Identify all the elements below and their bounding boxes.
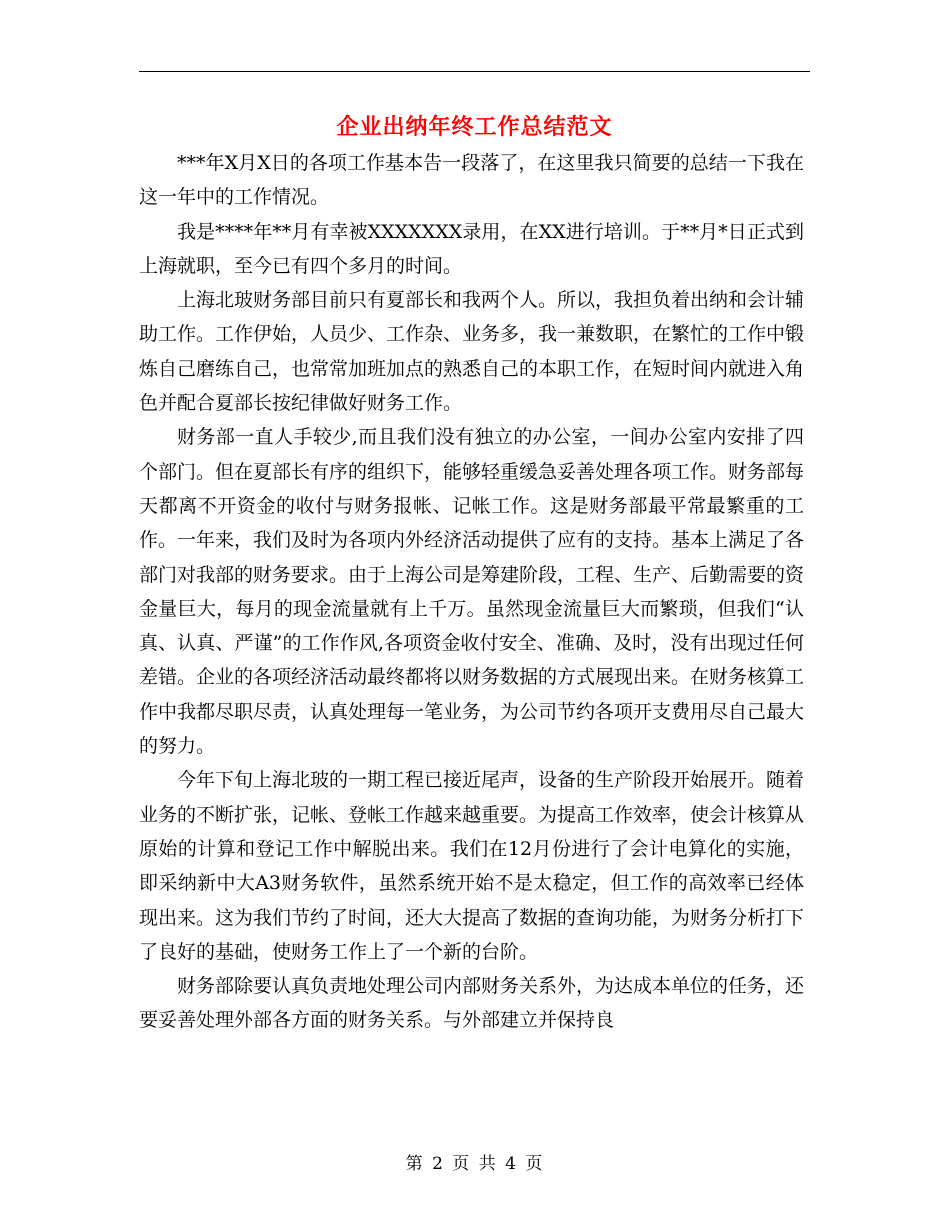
paragraph: 财务部一直人手较少,而且我们没有独立的办公室，一间办公室内安排了四个部门。但在夏部长有序的组织下，能够轻重缓急妥善处理各项工作。财务部每天都离不开资金的收付与财务报帐、记帐工作。这是财务部最平常最繁重的工作。一年来，我们及时为各项内外经济活动提供了应有的支持。基本上满足了各部门对我部的财务要求。由于上海公司是筹建阶段，工程、生产、后勤需要的资金量巨大，每月的现金流量就有上千万。虽然现金流量巨大而繁琐，但我们“认真、认真、严谨”的工作作风,各项资金收付安全、准确、及时，没有出现过任何差错。企业的各项经济活动最终都将以财务数据的方式展现出来。在财务核算工作中我都尽职尽责，认真处理每一笔业务，为公司节约各项开支费用尽自己最大的努力。 [139, 426, 805, 758]
paragraph: ***年X月X日的各项工作基本告一段落了，在这里我只简要的总结一下我在这一年中的工作情况。 [139, 152, 804, 209]
page-number: 第 2 页 共 4 页 [405, 1154, 545, 1174]
header-rule [139, 71, 810, 72]
document-title: 企业出纳年终工作总结范文 [336, 114, 613, 140]
paragraph: 今年下旬上海北玻的一期工程已接近尾声，设备的生产阶段开始展开。随着业务的不断扩张，记帐、登帐工作越来越重要。为提高工作效率，使会计核算从原始的计算和登记工作中解脱出来。我们在12月份进行了会计电算化的实施，即采纳新中大A3财务软件，虽然系统开始不是太稳定，但工作的高效率已经体现出来。这为我们节约了时间，还大大提高了数据的查询功能，为财务分析打下了良好的基础，使财务工作上了一个新的台阶。 [139, 769, 805, 963]
document-body [139, 146, 804, 1038]
paragraph: 我是****年**月有幸被XXXXXXX录用，在XX进行培训。于**月*日正式到上海就职，至今已有四个多月的时间。 [139, 220, 804, 277]
paragraph: 上海北玻财务部目前只有夏部长和我两个人。所以，我担负着出纳和会计辅助工作。工作伊始，人员少、工作杂、业务多，我一兼数职，在繁忙的工作中锻炼自己磨练自己，也常常加班加点的熟悉自己的本职工作，在短时间内就进入角色并配合夏部长按纪律做好财务工作。 [139, 289, 805, 415]
paragraph: 财务部除要认真负责地处理公司内部财务关系外，为达成本单位的任务，还要妥善处理外部各方面的财务关系。与外部建立并保持良 [139, 975, 805, 1032]
